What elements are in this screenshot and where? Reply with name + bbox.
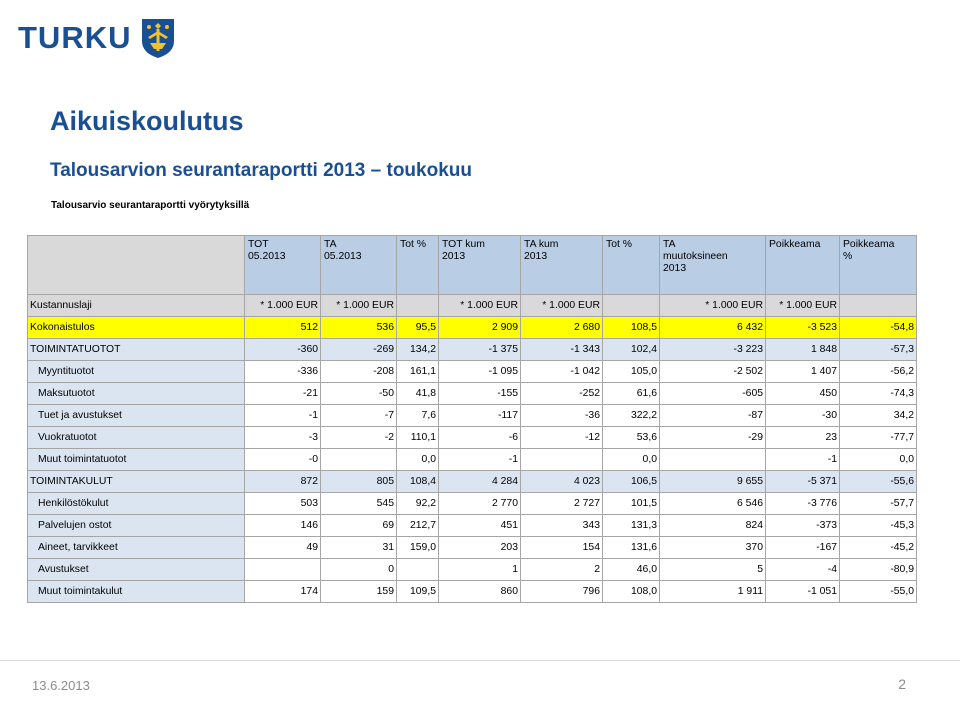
table-cell: -605 bbox=[660, 383, 766, 405]
table-cell: -45,3 bbox=[840, 515, 917, 537]
table-cell: -12 bbox=[521, 427, 603, 449]
units-cell: * 1.000 EUR bbox=[660, 295, 766, 317]
column-header: TA 05.2013 bbox=[321, 236, 397, 295]
column-header: Poikkeama bbox=[766, 236, 840, 295]
table-cell: 5 bbox=[660, 559, 766, 581]
table-cell: 101,5 bbox=[603, 493, 660, 515]
table-cell: -29 bbox=[660, 427, 766, 449]
table-cell: 9 655 bbox=[660, 471, 766, 493]
table-cell: 174 bbox=[245, 581, 321, 603]
table-cell: 4 284 bbox=[439, 471, 521, 493]
table-cell bbox=[321, 449, 397, 471]
table-cell: 2 770 bbox=[439, 493, 521, 515]
units-row bbox=[28, 295, 917, 317]
table-cell: 0 bbox=[321, 559, 397, 581]
units-cell: * 1.000 EUR bbox=[439, 295, 521, 317]
table-row bbox=[28, 537, 917, 559]
table-cell: 131,6 bbox=[603, 537, 660, 559]
table-cell: 4 023 bbox=[521, 471, 603, 493]
row-label: TOIMINTAKULUT bbox=[28, 471, 245, 493]
table-cell: 1 bbox=[439, 559, 521, 581]
table-cell: 159 bbox=[321, 581, 397, 603]
table-cell: 23 bbox=[766, 427, 840, 449]
units-cell: * 1.000 EUR bbox=[766, 295, 840, 317]
table-cell: 503 bbox=[245, 493, 321, 515]
table-cell: -5 371 bbox=[766, 471, 840, 493]
table-cell: -4 bbox=[766, 559, 840, 581]
table-cell: -1 bbox=[245, 405, 321, 427]
table-cell: 1 848 bbox=[766, 339, 840, 361]
table-cell: -1 095 bbox=[439, 361, 521, 383]
table-cell: -3 776 bbox=[766, 493, 840, 515]
table-cell: -87 bbox=[660, 405, 766, 427]
page-subtitle: Talousarvion seurantaraportti 2013 – toukokuu bbox=[50, 160, 472, 181]
table-cell: 95,5 bbox=[397, 317, 439, 339]
table-cell: 146 bbox=[245, 515, 321, 537]
table-cell: 450 bbox=[766, 383, 840, 405]
table-cell: -45,2 bbox=[840, 537, 917, 559]
table-cell: -0 bbox=[245, 449, 321, 471]
table-row bbox=[28, 361, 917, 383]
logo-text: TURKU bbox=[18, 20, 132, 55]
column-header: Tot % bbox=[603, 236, 660, 295]
table-cell: 860 bbox=[439, 581, 521, 603]
table-cell: -21 bbox=[245, 383, 321, 405]
table-row bbox=[28, 449, 917, 471]
table-cell: -56,2 bbox=[840, 361, 917, 383]
table-cell: 2 727 bbox=[521, 493, 603, 515]
table-cell: -57,7 bbox=[840, 493, 917, 515]
table-cell: -3 223 bbox=[660, 339, 766, 361]
page-title: Aikuiskoulutus bbox=[50, 106, 244, 136]
column-header: TA kum 2013 bbox=[521, 236, 603, 295]
table-row bbox=[28, 405, 917, 427]
table-row bbox=[28, 515, 917, 537]
row-label: Myyntituotot bbox=[28, 361, 245, 383]
footer-divider bbox=[0, 660, 960, 661]
table-cell: 108,5 bbox=[603, 317, 660, 339]
row-label: Kokonaistulos bbox=[28, 317, 245, 339]
table-cell: -57,3 bbox=[840, 339, 917, 361]
table-cell: 108,4 bbox=[397, 471, 439, 493]
table-cell: 159,0 bbox=[397, 537, 439, 559]
table-cell: 109,5 bbox=[397, 581, 439, 603]
table-cell bbox=[521, 449, 603, 471]
table-cell: 131,3 bbox=[603, 515, 660, 537]
table-cell: 110,1 bbox=[397, 427, 439, 449]
table-cell: 343 bbox=[521, 515, 603, 537]
table-cell: -2 bbox=[321, 427, 397, 449]
table-cell: -373 bbox=[766, 515, 840, 537]
table-cell: -55,0 bbox=[840, 581, 917, 603]
table-cell: -2 502 bbox=[660, 361, 766, 383]
table-cell bbox=[660, 449, 766, 471]
row-label: Maksutuotot bbox=[28, 383, 245, 405]
column-header: Tot % bbox=[397, 236, 439, 295]
units-cell bbox=[840, 295, 917, 317]
table-cell: 0,0 bbox=[397, 449, 439, 471]
table-cell: 2 bbox=[521, 559, 603, 581]
table-cell: -360 bbox=[245, 339, 321, 361]
units-cell bbox=[603, 295, 660, 317]
table-cell: 545 bbox=[321, 493, 397, 515]
table-cell: -155 bbox=[439, 383, 521, 405]
table-header-row bbox=[28, 236, 917, 295]
table-cell: -1 375 bbox=[439, 339, 521, 361]
row-label: TOIMINTATUOTOT bbox=[28, 339, 245, 361]
table-cell: -6 bbox=[439, 427, 521, 449]
table-cell: 872 bbox=[245, 471, 321, 493]
table-cell: 53,6 bbox=[603, 427, 660, 449]
table-cell: 536 bbox=[321, 317, 397, 339]
table-cell: 212,7 bbox=[397, 515, 439, 537]
table-cell: 451 bbox=[439, 515, 521, 537]
row-label: Avustukset bbox=[28, 559, 245, 581]
table-cell: 1 407 bbox=[766, 361, 840, 383]
table-cell: 805 bbox=[321, 471, 397, 493]
table-cell: 7,6 bbox=[397, 405, 439, 427]
table-cell: 6 432 bbox=[660, 317, 766, 339]
column-header bbox=[28, 236, 245, 295]
table-cell: 1 911 bbox=[660, 581, 766, 603]
table-cell: -3 523 bbox=[766, 317, 840, 339]
table-cell: -80,9 bbox=[840, 559, 917, 581]
column-header: TOT 05.2013 bbox=[245, 236, 321, 295]
footer-date: 13.6.2013 bbox=[32, 678, 90, 693]
table-cell: 512 bbox=[245, 317, 321, 339]
table-cell: 2 680 bbox=[521, 317, 603, 339]
table-cell: -36 bbox=[521, 405, 603, 427]
table-row bbox=[28, 427, 917, 449]
units-cell bbox=[397, 295, 439, 317]
table-row bbox=[28, 471, 917, 493]
table-cell: 154 bbox=[521, 537, 603, 559]
table-cell: 49 bbox=[245, 537, 321, 559]
table-row bbox=[28, 339, 917, 361]
table-cell: -3 bbox=[245, 427, 321, 449]
table-cell: 46,0 bbox=[603, 559, 660, 581]
column-header: Poikkeama % bbox=[840, 236, 917, 295]
table-cell: -50 bbox=[321, 383, 397, 405]
units-cell: * 1.000 EUR bbox=[521, 295, 603, 317]
table-cell: 31 bbox=[321, 537, 397, 559]
table-cell: -54,8 bbox=[840, 317, 917, 339]
table-cell: -252 bbox=[521, 383, 603, 405]
table-cell: -336 bbox=[245, 361, 321, 383]
table-cell: 322,2 bbox=[603, 405, 660, 427]
table-cell: -77,7 bbox=[840, 427, 917, 449]
table-cell: -1 343 bbox=[521, 339, 603, 361]
table-row bbox=[28, 559, 917, 581]
table-cell: -269 bbox=[321, 339, 397, 361]
table-cell: 824 bbox=[660, 515, 766, 537]
table-row bbox=[28, 317, 917, 339]
table-cell: 61,6 bbox=[603, 383, 660, 405]
column-header: TA muutoksineen 2013 bbox=[660, 236, 766, 295]
page-number: 2 bbox=[898, 676, 906, 692]
table-cell: 0,0 bbox=[603, 449, 660, 471]
table-cell: -117 bbox=[439, 405, 521, 427]
table-caption: Talousarvio seurantaraportti vyörytyksillä bbox=[51, 200, 250, 211]
table-cell: -1 bbox=[439, 449, 521, 471]
table-cell: 161,1 bbox=[397, 361, 439, 383]
row-label: Muut toimintatuotot bbox=[28, 449, 245, 471]
row-label: Palvelujen ostot bbox=[28, 515, 245, 537]
table-cell: 92,2 bbox=[397, 493, 439, 515]
row-label: Vuokratuotot bbox=[28, 427, 245, 449]
table-cell: 102,4 bbox=[603, 339, 660, 361]
table-cell: 6 546 bbox=[660, 493, 766, 515]
table-cell: 796 bbox=[521, 581, 603, 603]
row-label: Muut toimintakulut bbox=[28, 581, 245, 603]
table-cell: -167 bbox=[766, 537, 840, 559]
turku-logo bbox=[18, 17, 176, 59]
units-cell: * 1.000 EUR bbox=[321, 295, 397, 317]
table-cell: -55,6 bbox=[840, 471, 917, 493]
table-cell: -1 051 bbox=[766, 581, 840, 603]
table-cell: -7 bbox=[321, 405, 397, 427]
table-cell: 370 bbox=[660, 537, 766, 559]
table-cell: 34,2 bbox=[840, 405, 917, 427]
units-cell: * 1.000 EUR bbox=[245, 295, 321, 317]
table-cell: 134,2 bbox=[397, 339, 439, 361]
row-label: Henkilöstökulut bbox=[28, 493, 245, 515]
table-cell: 108,0 bbox=[603, 581, 660, 603]
table-cell: 106,5 bbox=[603, 471, 660, 493]
units-label: Kustannuslaji bbox=[28, 295, 245, 317]
column-header: TOT kum 2013 bbox=[439, 236, 521, 295]
row-label: Aineet, tarvikkeet bbox=[28, 537, 245, 559]
table-cell: 0,0 bbox=[840, 449, 917, 471]
table-cell: -208 bbox=[321, 361, 397, 383]
table-cell: -74,3 bbox=[840, 383, 917, 405]
table-row bbox=[28, 493, 917, 515]
table-cell: -1 042 bbox=[521, 361, 603, 383]
table-cell: -1 bbox=[766, 449, 840, 471]
table-cell: -30 bbox=[766, 405, 840, 427]
table-cell: 69 bbox=[321, 515, 397, 537]
table-cell: 203 bbox=[439, 537, 521, 559]
table-row bbox=[28, 383, 917, 405]
table-cell bbox=[397, 559, 439, 581]
turku-crest-icon bbox=[140, 17, 176, 59]
table-cell: 105,0 bbox=[603, 361, 660, 383]
budget-report-table bbox=[27, 235, 917, 603]
table-cell: 41,8 bbox=[397, 383, 439, 405]
row-label: Tuet ja avustukset bbox=[28, 405, 245, 427]
table-row bbox=[28, 581, 917, 603]
table-cell bbox=[245, 559, 321, 581]
table-cell: 2 909 bbox=[439, 317, 521, 339]
